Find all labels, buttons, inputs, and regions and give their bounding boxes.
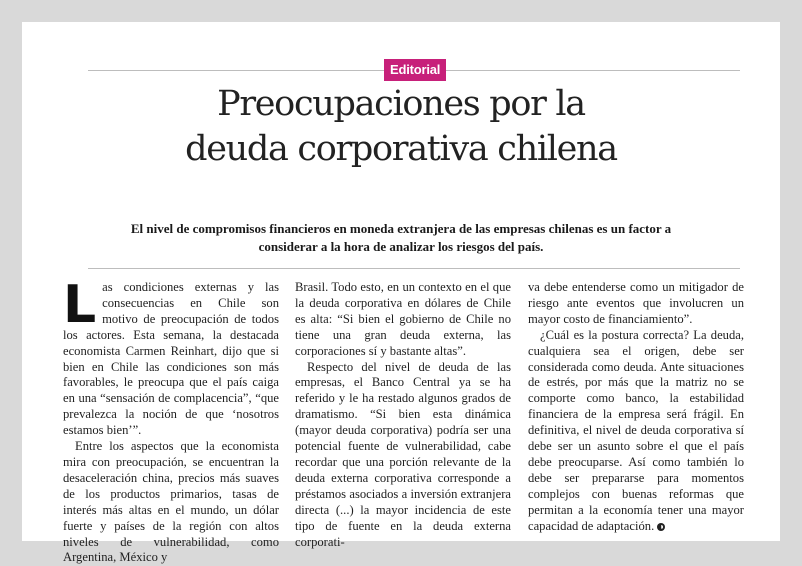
- paragraph-text: ¿Cuál es la postura correcta? La deuda, cualquiera sea el origen, debe ser considerada como deuda. Ante situaciones de estrés, por más que la matriz no se comporte como banco, la estabilidad financiera de la empresa será frágil. En definitiva, el nivel de deuda corporativa sí debe ser un asunto sobre el que el país debe preocuparse. Así como también lo debe ser prepararse para momentos complejos con buenas reformas que permitan a la economía tener una mayor capacidad de adaptación.: [528, 327, 744, 533]
- headline-line-2: deuda corporativa chilena: [185, 129, 617, 169]
- drop-cap: L: [63, 275, 97, 335]
- lede: El nivel de compromisos financieros en moneda extranjera de las empresas chilenas es un factor a considerar a la hora de analizar los riesgos del país.: [130, 221, 672, 254]
- paragraph: Brasil. Todo esto, en un contexto en el que la deuda corporativa en dólares de Chile es alta: “Si bien el gobierno de Chile no tiene una gran deuda externa, las corporaciones sí y bastante altas”.: [295, 280, 511, 358]
- lede-rule: [88, 268, 740, 269]
- body-column-1: [63, 275, 279, 566]
- section-tag: Editorial: [384, 59, 446, 81]
- headline-line-1: Preocupaciones por la: [217, 84, 585, 124]
- body-column-2: [295, 280, 511, 550]
- paragraph: Respecto del nivel de deuda de las empresas, el Banco Central ya se ha referido y le ha restado algunos grados de dramatismo. “Si bien esta dinámica (mayor deuda corporativa) podría ser una potencial fuente de vulnerabilidad, cabe recordar que una porción relevante de la deuda externa corporativa corresponde a préstamos asociados a inversión extranjera directa (...) la mayor incidencia de este tipo de fuente en la deuda externa corporati-: [295, 359, 511, 549]
- end-of-article-icon: [657, 523, 665, 531]
- body-column-3: [528, 280, 744, 535]
- paragraph: [63, 275, 279, 439]
- headline: [22, 82, 780, 172]
- paragraph-text: as condiciones externas y las consecuencias en Chile son motivo de preocupación de todos los actores. Esta semana, la destacada economista Carmen Reinhart, dijo que si bien en Chile las condiciones son más favorables, le preocupa que el país caiga en una “sensación de complacencia”, “que prevalezca la noción de que ‘nosotros estamos bien’”.: [63, 280, 279, 438]
- paragraph: va debe entenderse como un mitigador de riesgo ante eventos que involucren un mayor costo de financiamiento”.: [528, 280, 744, 326]
- paragraph: [528, 328, 744, 535]
- article-page: [22, 22, 780, 565]
- paragraph: Entre los aspectos que la economista mira con preocupación, se encuentran la desaceleración china, precios más suaves de los productos primarios, tasas de interés más altas en el mundo, un dólar fuerte y países de la región con altos niveles de vulnerabilidad, como Argentina, México y: [63, 439, 279, 565]
